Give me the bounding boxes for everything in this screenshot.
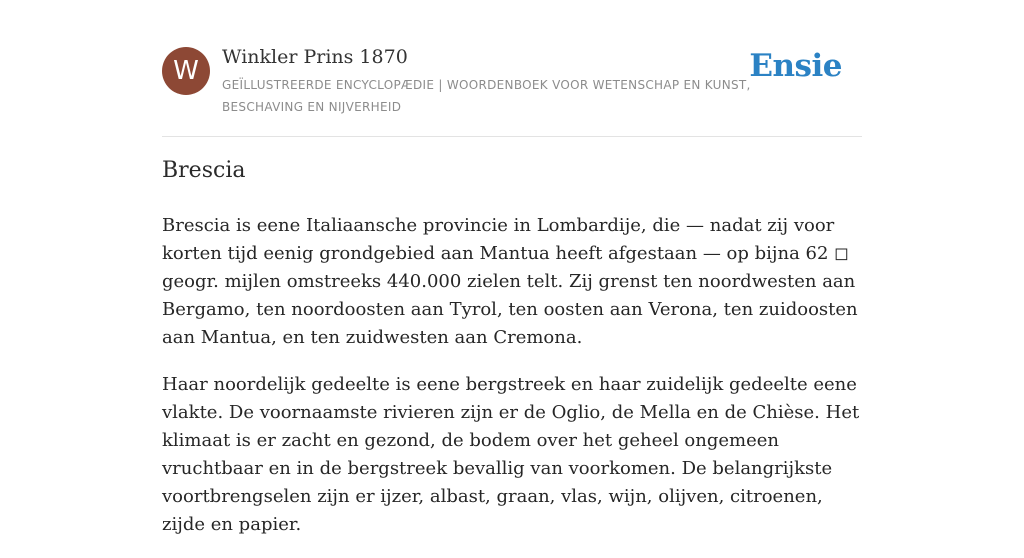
source-header xyxy=(162,44,862,137)
article-body xyxy=(162,212,866,558)
source-subtitle: GEÏLLUSTREERDE ENCYCLOPÆDIE | WOORDENBOEK VOOR WETENSCHAP EN KUNST, BESCHAVING EN NIJVERHEID xyxy=(222,78,751,114)
article-paragraph: Brescia is eene Italiaansche provincie in Lombardije, die — nadat zij voor korten tijd eenig grondgebied aan Mantua heeft afgestaan — op bijna 62 ◻ geogr. mijlen omstreeks 440.000 zielen telt. Zij grenst ten noordwesten aan Bergamo, ten noordoosten aan Tyrol, ten oosten aan Verona, ten zuidoosten aan Mantua, en ten zuidwesten aan Cremona. xyxy=(162,215,858,348)
source-avatar[interactable]: W xyxy=(162,47,210,95)
ensie-logo-link[interactable]: Ensie xyxy=(749,48,842,84)
source-title-link[interactable]: Winkler Prins 1870 xyxy=(222,46,408,68)
article-paragraph: Haar noordelijk gedeelte is eene bergstreek en haar zuidelijk gedeelte eene vlakte. De voornaamste rivieren zijn er de Oglio, de Mella en de Chièse. Het klimaat is er zacht en gezond, de bodem over het geheel ongemeen vruchtbaar en in de bergstreek bevallig van voorkomen. De belangrijkste voortbrengselen zijn er ijzer, albast, graan, vlas, wijn, olijven, citroenen, zijde en papier. xyxy=(162,374,860,535)
article-title: Brescia xyxy=(162,158,246,183)
